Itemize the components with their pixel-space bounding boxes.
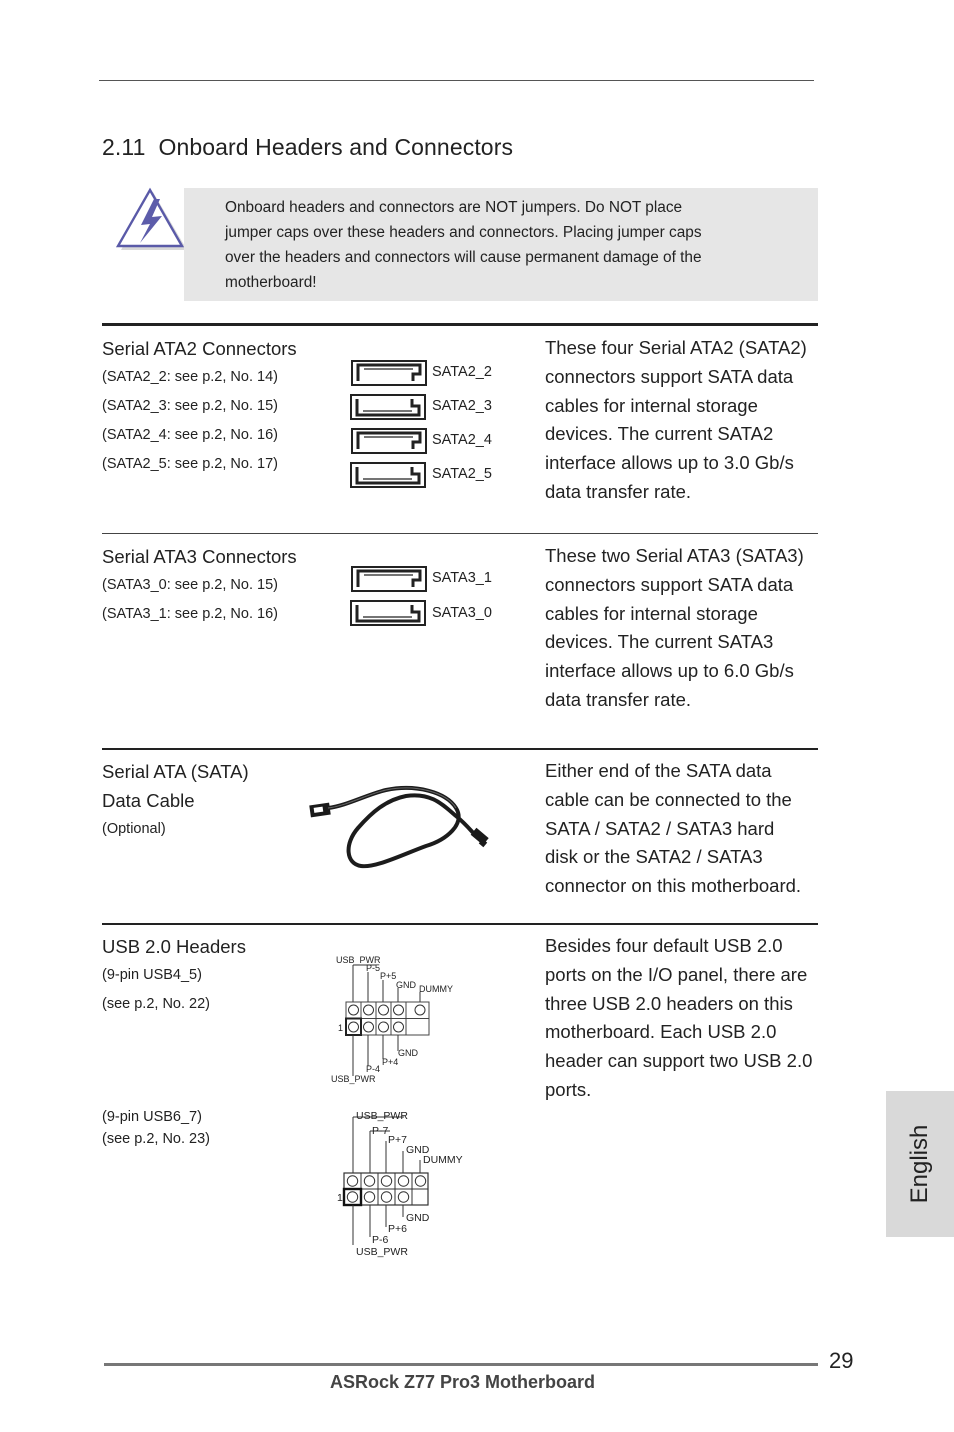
usb-pin-label: P+6	[388, 1223, 407, 1235]
section-number: 2.11	[102, 134, 146, 160]
usb-pin-label: GND	[398, 1048, 418, 1058]
sata3-connector-icon	[350, 600, 426, 631]
usb-header2-ref: (see p.2, No. 23)	[102, 1131, 210, 1147]
warning-line: jumper caps over these headers and connectors. Placing jumper caps	[225, 224, 702, 241]
warning-line: motherboard!	[225, 274, 317, 291]
desc-line: Either end of the SATA data	[545, 760, 772, 781]
page-number: 29	[829, 1348, 854, 1373]
warning-box	[184, 188, 818, 301]
sata3-ref: (SATA3_1: see p.2, No. 16)	[102, 606, 278, 622]
usb-header1-pin: (9-pin USB4_5)	[102, 967, 202, 983]
usb-pin-label: P-5	[366, 963, 381, 973]
usb-pin-label: P-6	[372, 1234, 389, 1246]
usb-header2-diagram	[334, 1105, 474, 1268]
usb-pin-label: GND	[396, 980, 416, 990]
footer-product: ASRock Z77 Pro3 Motherboard	[330, 1372, 596, 1392]
usb-title: USB 2.0 Headers	[102, 936, 246, 957]
sata2-description	[545, 334, 835, 507]
footer-rule	[104, 1363, 818, 1366]
sata2-connector-icon	[350, 394, 426, 425]
usb-pin1-label: 1	[337, 1192, 343, 1204]
cable-optional: (Optional)	[102, 821, 166, 837]
usb-pin-label: USB_PWR	[336, 955, 381, 965]
desc-line: ports on the I/O panel, there are	[545, 963, 808, 985]
sata2-connector-icon	[351, 360, 427, 391]
sata2-title: Serial ATA2 Connectors	[102, 338, 297, 359]
desc-line: devices. The current SATA3	[545, 631, 774, 653]
usb-pin-label: USB_PWR	[356, 1110, 408, 1122]
desc-line: These four Serial ATA2 (SATA2)	[545, 337, 807, 358]
desc-line: header can support two USB 2.0	[545, 1050, 813, 1072]
desc-line: ports.	[545, 1078, 592, 1100]
cable-description	[545, 757, 835, 901]
language-tab-label: English	[906, 1124, 933, 1204]
usb-pin1-label: 1	[338, 1023, 344, 1033]
sata3-ref: (SATA3_0: see p.2, No. 15)	[102, 577, 278, 593]
sata2-label: SATA2_2	[432, 364, 492, 380]
desc-line: devices. The current SATA2	[545, 423, 774, 445]
warning-text	[225, 195, 750, 295]
desc-line: cable can be connected to the	[545, 788, 792, 810]
usb-header1-ref: (see p.2, No. 22)	[102, 996, 210, 1012]
usb-pin-label: P-4	[366, 1064, 381, 1074]
warning-lightning-icon	[114, 186, 186, 252]
sata2-label: SATA2_5	[432, 466, 492, 482]
section-rule	[102, 533, 818, 534]
usb-pin-label: P+7	[388, 1134, 407, 1146]
usb-pin-label: DUMMY	[423, 1154, 463, 1166]
usb-pin-label: P+4	[382, 1057, 399, 1067]
usb-pin-label: USB_PWR	[356, 1246, 408, 1258]
sata3-label: SATA3_0	[432, 605, 492, 621]
desc-line: cables for internal storage	[545, 394, 758, 416]
usb-pin-label: GND	[406, 1212, 430, 1224]
usb-description	[545, 932, 835, 1105]
desc-line: connectors support SATA data	[545, 365, 794, 387]
section-title	[102, 134, 513, 161]
usb-pin-label: P-7	[372, 1125, 389, 1137]
sata3-connector-icon	[351, 566, 427, 597]
top-rule	[99, 80, 814, 81]
sata2-connector-icon	[351, 428, 427, 459]
section-rule	[102, 748, 818, 750]
cable-title: Serial ATA (SATA)	[102, 761, 249, 782]
section-title-text: Onboard Headers and Connectors	[158, 134, 514, 160]
section-rule	[102, 923, 818, 925]
sata3-description	[545, 542, 835, 715]
desc-line: data transfer rate.	[545, 480, 692, 502]
section-rule	[102, 323, 818, 326]
usb-pin-label: GND	[406, 1144, 430, 1156]
sata2-label: SATA2_4	[432, 432, 492, 448]
language-tab	[886, 1091, 954, 1237]
usb-pin-label: P+5	[380, 971, 397, 981]
sata2-ref: (SATA2_2: see p.2, No. 14)	[102, 369, 278, 385]
desc-line: motherboard. Each USB 2.0	[545, 1021, 777, 1043]
sata3-title: Serial ATA3 Connectors	[102, 546, 297, 567]
sata2-connector-icon	[350, 462, 426, 493]
warning-line: over the headers and connectors will cause permanent damage of the	[225, 249, 702, 266]
warning-line: Onboard headers and connectors are NOT jumpers. Do NOT place	[225, 199, 683, 216]
desc-line: interface allows up to 6.0 Gb/s	[545, 660, 794, 682]
desc-line: Besides four default USB 2.0	[545, 935, 783, 956]
desc-line: SATA / SATA2 / SATA3 hard	[545, 817, 775, 839]
desc-line: cables for internal storage	[545, 602, 758, 624]
usb-pin-label: USB_PWR	[331, 1074, 376, 1084]
desc-line: data transfer rate.	[545, 688, 692, 710]
sata-cable-image	[306, 784, 496, 879]
desc-line: connectors support SATA data	[545, 573, 794, 595]
usb-header2-pin: (9-pin USB6_7)	[102, 1109, 202, 1125]
desc-line: connector on this motherboard.	[545, 875, 802, 897]
sata2-ref: (SATA2_3: see p.2, No. 15)	[102, 398, 278, 414]
usb-header1-diagram	[328, 952, 468, 1093]
sata2-ref: (SATA2_5: see p.2, No. 17)	[102, 456, 278, 472]
cable-title: Data Cable	[102, 790, 195, 811]
sata3-label: SATA3_1	[432, 570, 492, 586]
desc-line: interface allows up to 3.0 Gb/s	[545, 452, 794, 474]
usb-pin-label: DUMMY	[419, 984, 453, 994]
desc-line: disk or the SATA2 / SATA3	[545, 846, 763, 868]
sata2-label: SATA2_3	[432, 398, 492, 414]
sata2-ref: (SATA2_4: see p.2, No. 16)	[102, 427, 278, 443]
desc-line: These two Serial ATA3 (SATA3)	[545, 545, 804, 566]
desc-line: three USB 2.0 headers on this	[545, 992, 793, 1014]
